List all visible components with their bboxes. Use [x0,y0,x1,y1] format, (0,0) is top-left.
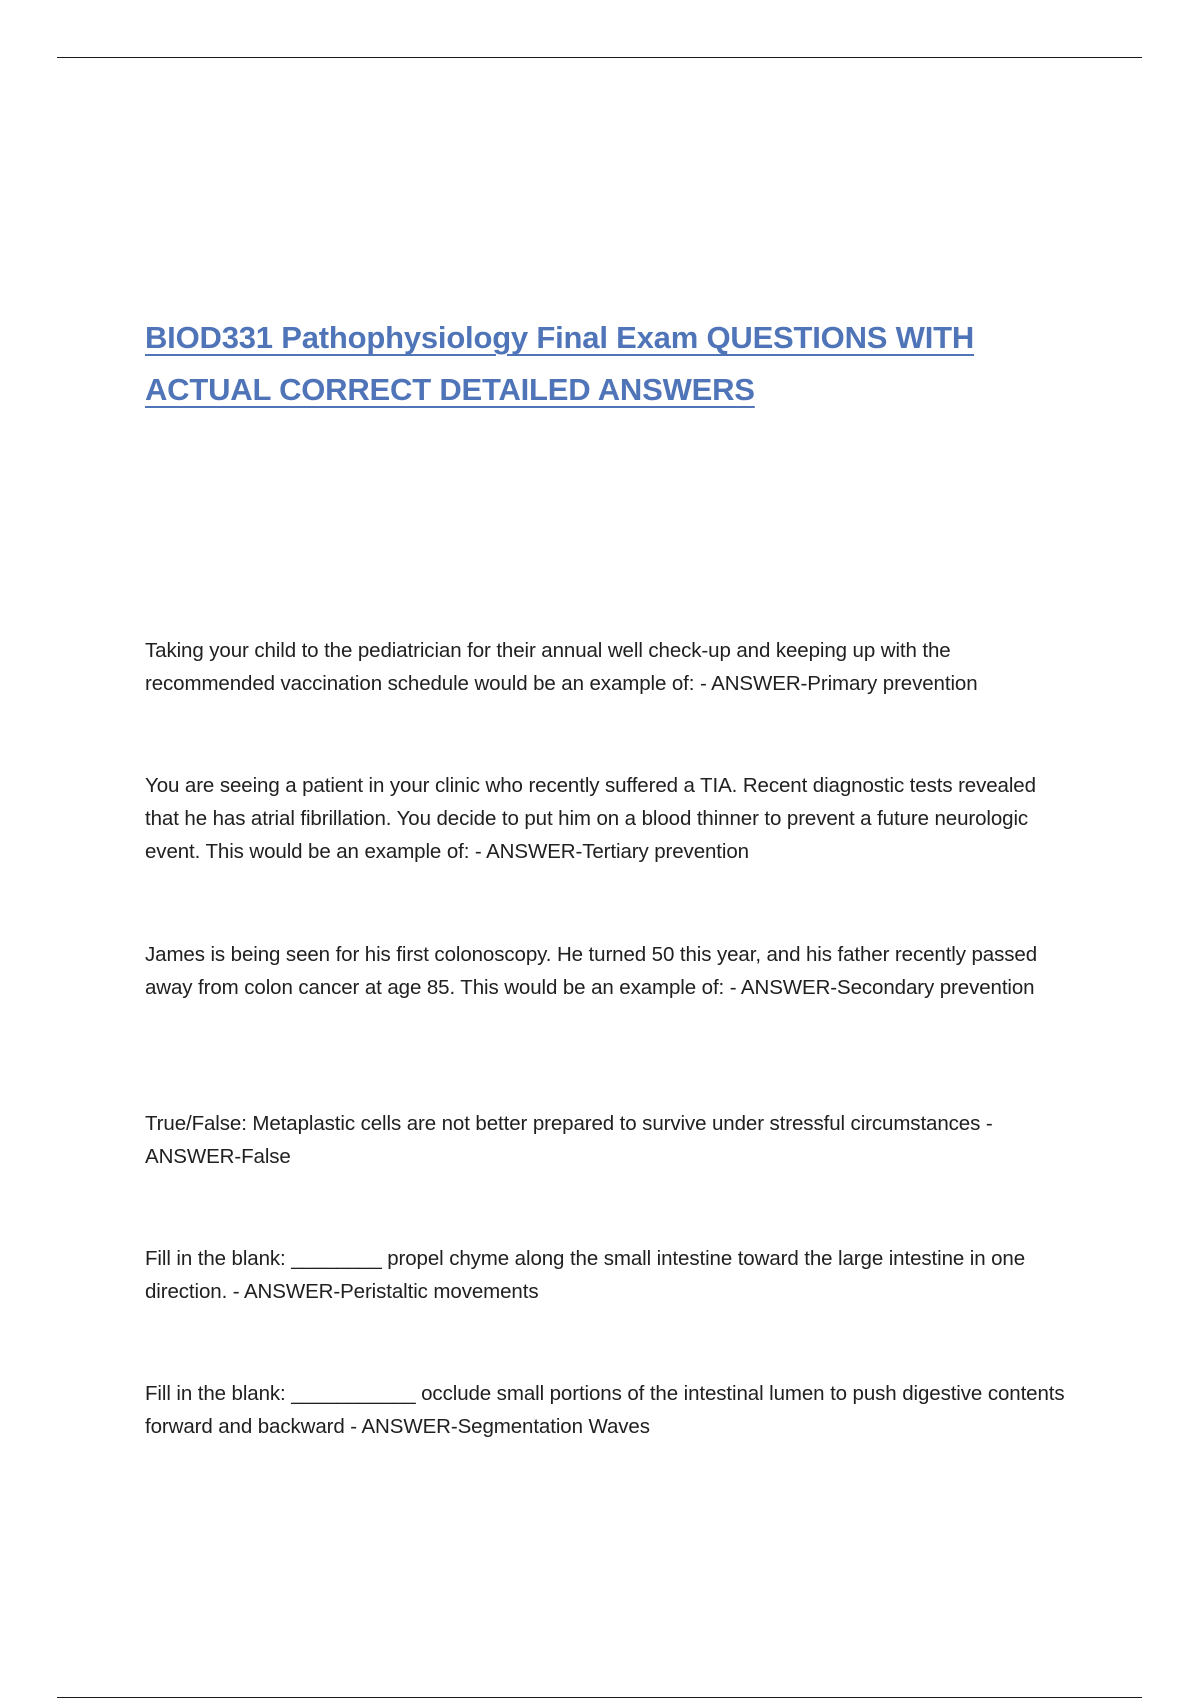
qa-item: Fill in the blank: ________ propel chyme along the small intestine toward the large intestine in one direction. - ANSWER-Peristaltic movements [145,1247,1026,1303]
qa-item: James is being seen for his first colonoscopy. He turned 50 this year, and his father recently passed away from colon cancer at age 85. This would be an example of: - ANSWER-Secondary prevention [145,943,1038,999]
qa-item: True/False: Metaplastic cells are not better prepared to survive under stressful circumstances - ANSWER-False [145,1112,993,1168]
qa-item: Fill in the blank: ___________ occlude small portions of the intestinal lumen to push digestive contents forward and backward - ANSWER-Segmentation Waves [145,1382,1065,1438]
qa-item: You are seeing a patient in your clinic who recently suffered a TIA. Recent diagnostic tests revealed that he has atrial fibrillation. You decide to put him on a blood thinner to prevent a future neurologic event. This would be an example of: - ANSWER-Tertiary prevention [145,774,1036,863]
header-rule [57,57,1142,58]
document-title: BIOD331 Pathophysiology Final Exam QUESTIONS WITH ACTUAL CORRECT DETAILED ANSWERS [145,320,975,407]
qa-item: Taking your child to the pediatrician for their annual well check-up and keeping up with the recommended vaccination schedule would be an example of: - ANSWER-Primary prevention [145,639,978,695]
footer-rule [57,1697,1142,1698]
